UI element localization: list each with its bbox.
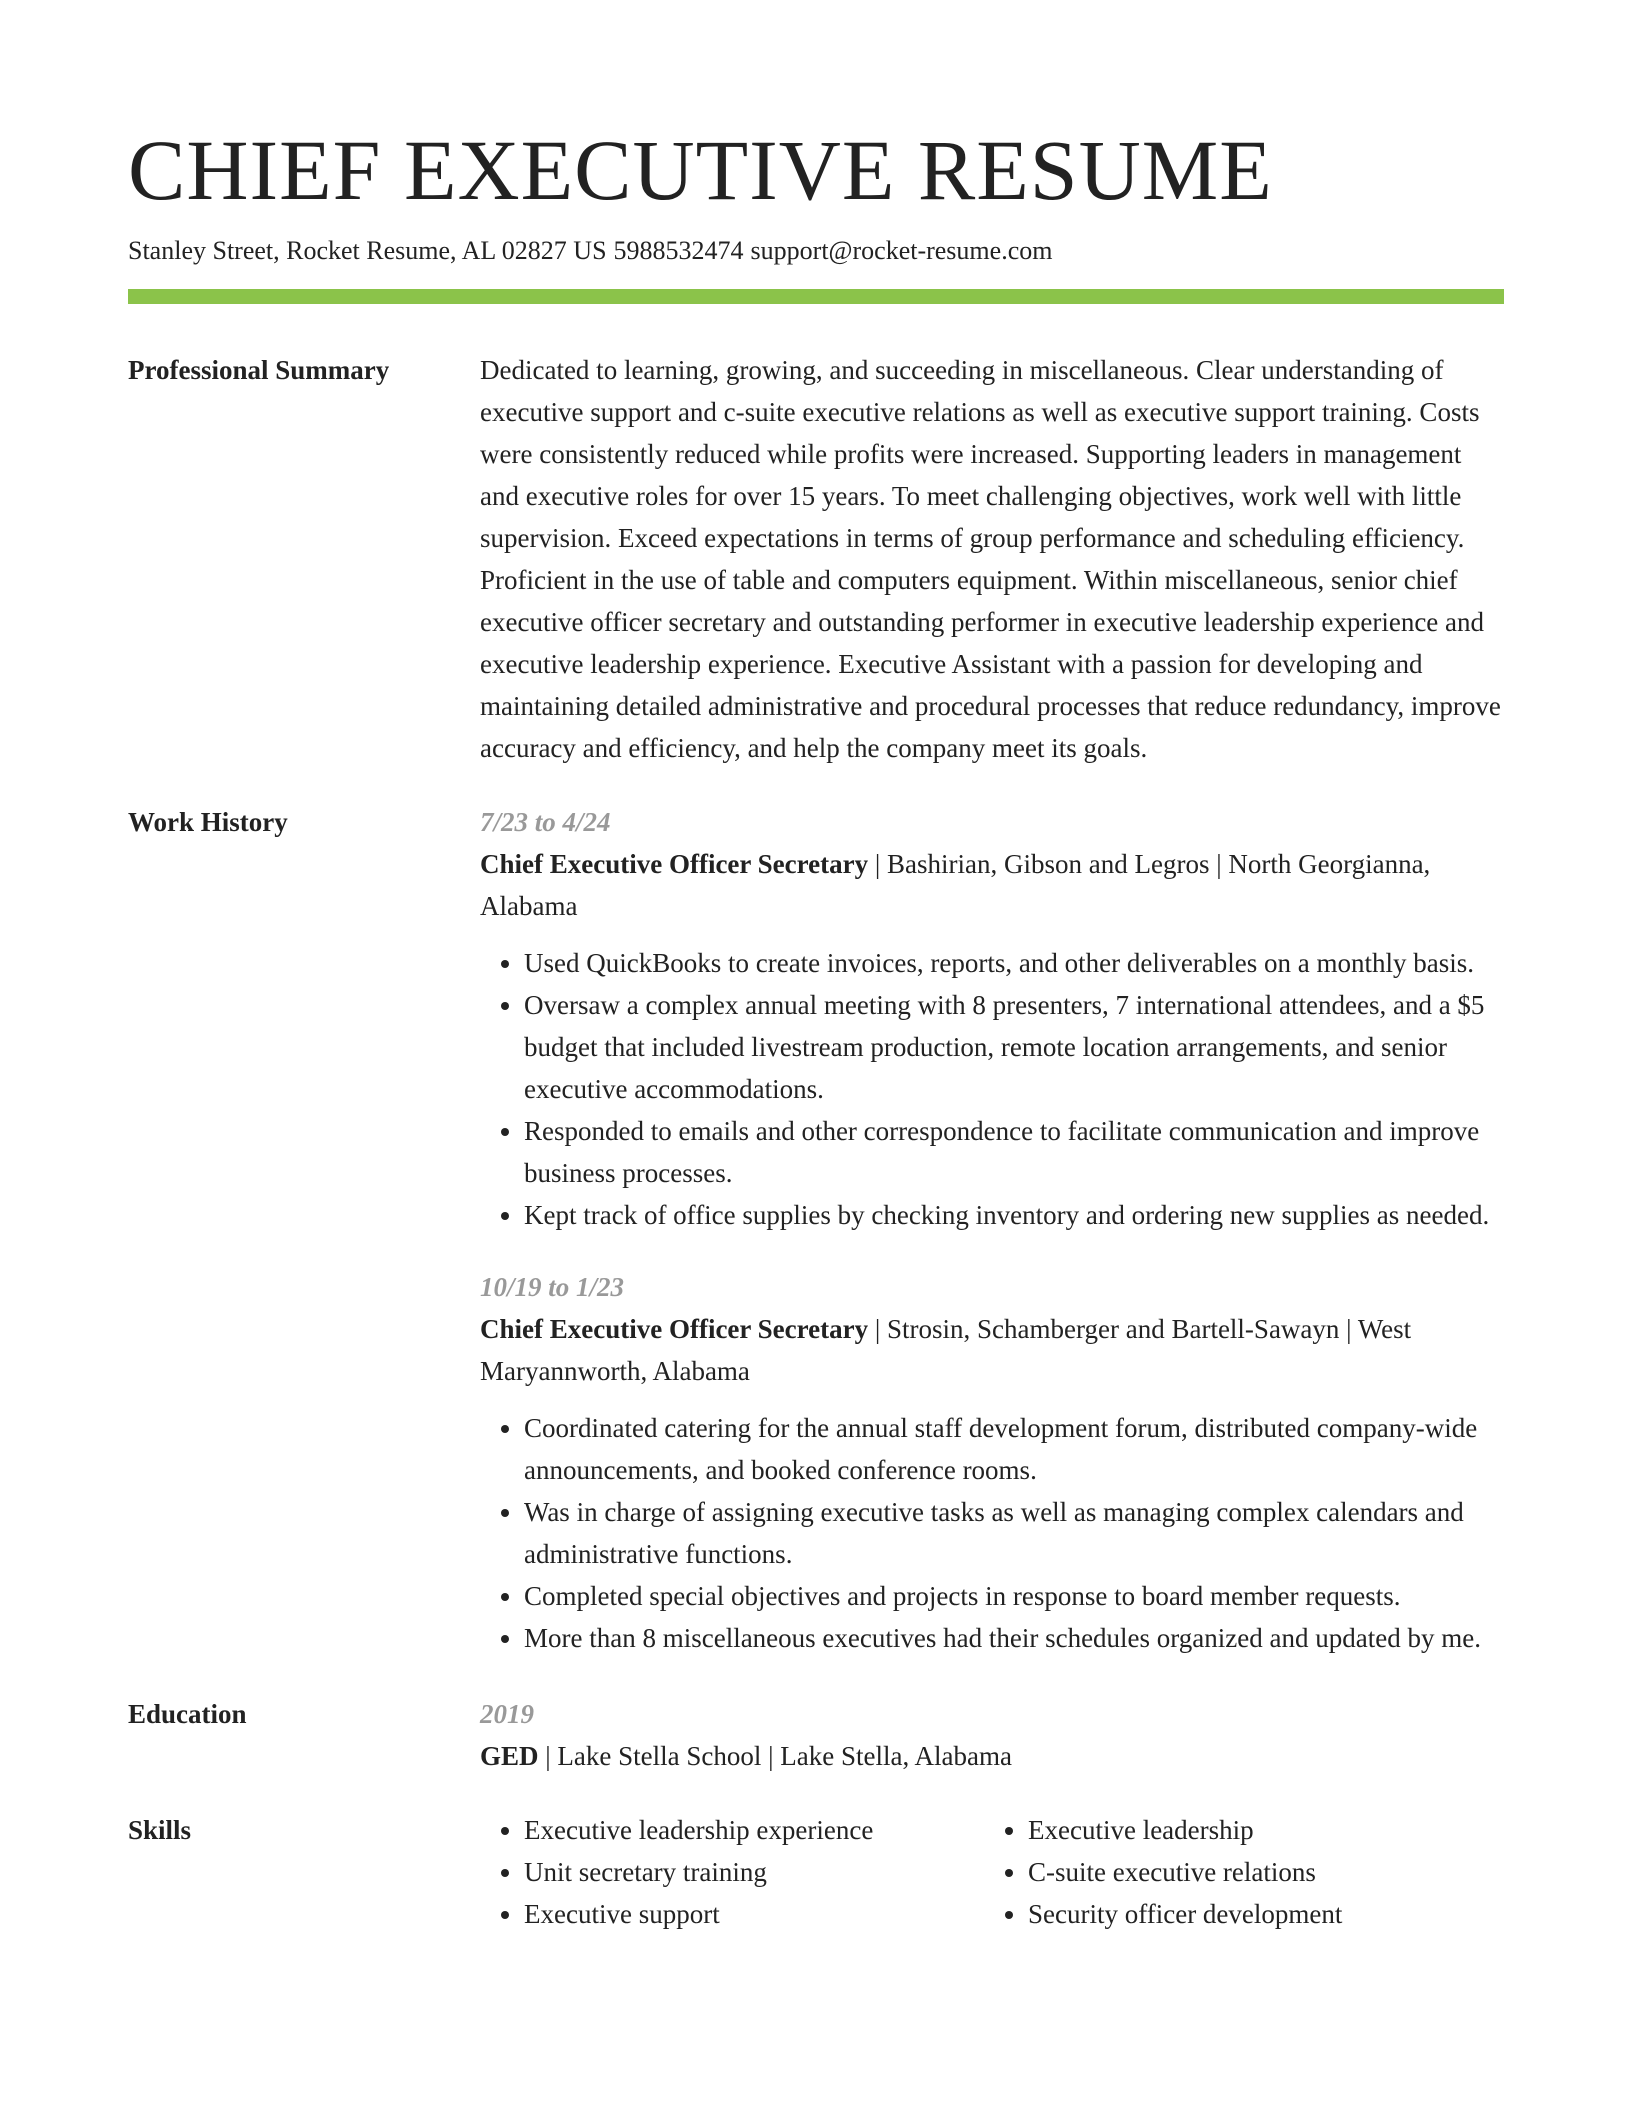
summary-text: Dedicated to learning, growing, and succeeding in miscellaneous. Clear understanding of executive support and c-suite executive relations as well as executive support training. Costs were consistently reduced while profits were increased. Supporting leaders in management and executive roles for over 15 years. To meet challenging objectives, work well with little supervision. Exceed expectations in terms of group performance and scheduling efficiency. Proficient in the use of table and computers equipment. Within miscellaneous, senior chief executive officer secretary and outstanding performer in executive leadership experience and executive leadership experience. Executive Assistant with a passion for developing and maintaining detailed administrative and procedural processes that reduce redundancy, improve accuracy and efficiency, and help the company meet its goals. xyxy=(480,355,1501,763)
section-title-skills: Skills xyxy=(128,1815,192,1845)
skills-list-right xyxy=(983,1809,1488,1935)
header-divider xyxy=(128,289,1504,304)
contact-email: support@rocket-resume.com xyxy=(750,236,1053,265)
list-item: • Executive support xyxy=(524,1893,983,1935)
list-item: • Used QuickBooks to create invoices, reports, and other deliverables on a monthly basis. xyxy=(524,942,1504,984)
resume xyxy=(128,118,1504,1935)
section-title-work-history: Work History xyxy=(128,807,288,837)
education-details: | Lake Stella School | Lake Stella, Alabama xyxy=(538,1741,1012,1771)
job-details: | Bashirian, Gibson and Legros | North Georgianna, Alabama xyxy=(480,849,1431,921)
education-year: 2019 xyxy=(480,1699,534,1729)
list-item: • Executive leadership xyxy=(1028,1809,1488,1851)
work-history-section xyxy=(128,801,1504,1659)
section-title-education: Education xyxy=(128,1699,247,1729)
job-entry xyxy=(480,801,1504,1236)
job-details: | Strosin, Schamberger and Bartell-Sawayn | West Maryannworth, Alabama xyxy=(480,1314,1412,1386)
section-title-summary: Professional Summary xyxy=(128,355,390,385)
job-role: Chief Executive Officer Secretary xyxy=(480,849,869,879)
list-item: • Completed special objectives and projects in response to board member requests. xyxy=(524,1575,1504,1617)
contact-line xyxy=(128,234,1504,268)
skills-list-left xyxy=(480,1809,983,1935)
education-heading xyxy=(480,1735,1504,1777)
education-degree: GED xyxy=(480,1741,539,1771)
list-item: • C-suite executive relations xyxy=(1028,1851,1488,1893)
job-bullets xyxy=(480,1407,1504,1659)
work-history-body xyxy=(480,801,1504,1659)
list-item: • Coordinated catering for the annual staff development forum, distributed company-wide announcements, and booked conference rooms. xyxy=(524,1407,1504,1491)
list-item: • Unit secretary training xyxy=(524,1851,983,1893)
list-item: • Executive leadership experience xyxy=(524,1809,983,1851)
list-item: • Kept track of office supplies by checking inventory and ordering new supplies as needed. xyxy=(524,1194,1504,1236)
job-role: Chief Executive Officer Secretary xyxy=(480,1314,869,1344)
contact-phone: 5988532474 xyxy=(613,236,744,265)
list-item: • More than 8 miscellaneous executives had their schedules organized and updated by me. xyxy=(524,1617,1504,1659)
job-dates: 10/19 to 1/23 xyxy=(480,1272,625,1302)
summary-section xyxy=(128,349,1504,769)
job-entry xyxy=(480,1266,1504,1659)
skills-grid xyxy=(480,1809,1504,1935)
skills-section xyxy=(128,1809,1504,1935)
resume-title: CHIEF EXECUTIVE RESUME xyxy=(128,122,1273,218)
contact-address: Stanley Street, Rocket Resume, AL 02827 US xyxy=(128,236,607,265)
list-item: • Oversaw a complex annual meeting with 8 presenters, 7 international attendees, and a $5 budget that included livestream production, remote location arrangements, and senior executive accommodations. xyxy=(524,984,1504,1110)
list-item: • Security officer development xyxy=(1028,1893,1488,1935)
education-section xyxy=(128,1693,1504,1777)
job-heading xyxy=(480,843,1504,927)
job-dates: 7/23 to 4/24 xyxy=(480,807,611,837)
job-bullets xyxy=(480,942,1504,1236)
job-heading xyxy=(480,1308,1504,1392)
education-body xyxy=(480,1693,1504,1777)
list-item: • Was in charge of assigning executive tasks as well as managing complex calendars and administrative functions. xyxy=(524,1491,1504,1575)
list-item: • Responded to emails and other correspondence to facilitate communication and improve business processes. xyxy=(524,1110,1504,1194)
